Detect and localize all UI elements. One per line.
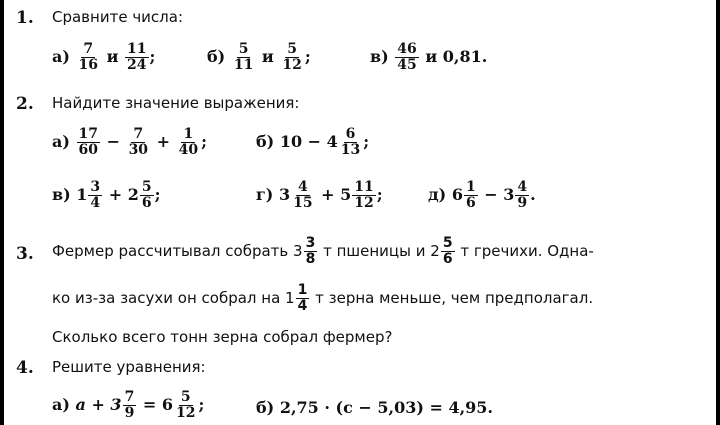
fraction: $\frac{17}{60}$ bbox=[78, 126, 98, 158]
part-label: б) bbox=[256, 398, 275, 417]
part-label: д) bbox=[428, 185, 447, 204]
task-4-number: 4. bbox=[16, 358, 34, 378]
part-label: а) bbox=[52, 395, 70, 414]
task-3-line-3: Сколько всего тонн зерна собрал фермер? bbox=[52, 328, 393, 346]
task-1b: б) $\frac{5}{11}$ и $\frac{5}{12}$ ; bbox=[207, 41, 311, 73]
fraction: $\frac{6}{13}$ bbox=[340, 126, 361, 158]
part-label: в) bbox=[370, 47, 389, 66]
fraction: $\frac{1}{6}$ bbox=[465, 179, 476, 211]
fraction: $\frac{4}{9}$ bbox=[517, 179, 528, 211]
fraction: $\frac{4}{15}$ bbox=[293, 179, 313, 211]
fraction: $\frac{5}{6}$ bbox=[442, 235, 453, 267]
task-2a: а) $\frac{17}{60}$ − $\frac{7}{30}$ + $\frac{1}{40}$ ; bbox=[52, 126, 207, 158]
fraction: $\frac{7}{30}$ bbox=[128, 126, 149, 158]
task-2d: г) 3 $\frac{4}{15}$ + 5 $\frac{11}{12}$ ; bbox=[256, 179, 383, 211]
task-1-number: 1. bbox=[16, 8, 34, 28]
task-2e: д) 6 $\frac{1}{6}$ − 3 $\frac{4}{9}$ . bbox=[428, 179, 536, 211]
fraction: $\frac{3}{8}$ bbox=[305, 235, 316, 267]
part-label: б) bbox=[207, 47, 226, 66]
task-1a: а) $\frac{7}{16}$ и $\frac{11}{24}$ ; bbox=[52, 41, 156, 73]
part-label: а) bbox=[52, 47, 70, 66]
task-2b: б) 10 − 4 $\frac{6}{13}$ ; bbox=[256, 126, 370, 158]
fraction: $\frac{3}{4}$ bbox=[90, 179, 101, 211]
task-4b: б) 2,75 · (c − 5,03) = 4,95. bbox=[256, 398, 493, 417]
worksheet-page bbox=[4, 0, 716, 425]
fraction: $\frac{5}{6}$ bbox=[141, 179, 152, 211]
task-2-title: Найдите значение выражения: bbox=[52, 94, 300, 112]
task-2-number: 2. bbox=[16, 94, 34, 114]
task-3-number: 3. bbox=[16, 244, 34, 264]
task-1-title: Сравните числа: bbox=[52, 8, 184, 26]
fraction: $\frac{46}{45}$ bbox=[397, 41, 417, 73]
fraction: $\frac{7}{16}$ bbox=[78, 41, 98, 73]
fraction: $\frac{5}{12}$ bbox=[176, 389, 196, 421]
fraction: $\frac{5}{12}$ bbox=[282, 41, 302, 73]
task-3-line-1: Фермер рассчитывал собрать 3 $\frac{3}{8}$ т пшеницы и 2 $\frac{5}{6}$ т гречихи. Одна- bbox=[52, 235, 594, 267]
fraction: $\frac{11}{12}$ bbox=[354, 179, 374, 211]
task-1c: в) $\frac{46}{45}$ и 0,81. bbox=[370, 41, 488, 73]
part-label: г) bbox=[256, 185, 274, 204]
fraction: $\frac{1}{40}$ bbox=[178, 126, 199, 158]
part-label: б) bbox=[256, 132, 275, 151]
part-label: в) bbox=[52, 185, 71, 204]
task-4-title: Решите уравнения: bbox=[52, 358, 206, 376]
task-4a: а) a + 3 $\frac{7}{9}$ = 6 $\frac{5}{12}$ ; bbox=[52, 389, 205, 421]
task-3-line-2: ко из-за засухи он собрал на 1 $\frac{1}{4}$ т зерна меньше, чем предполагал. bbox=[52, 282, 594, 314]
fraction: $\frac{11}{24}$ bbox=[127, 41, 147, 73]
fraction: $\frac{7}{9}$ bbox=[124, 389, 135, 421]
task-2c: в) 1 $\frac{3}{4}$ + 2 $\frac{5}{6}$ ; bbox=[52, 179, 161, 211]
fraction: $\frac{1}{4}$ bbox=[297, 282, 308, 314]
part-label: а) bbox=[52, 132, 70, 151]
fraction: $\frac{5}{11}$ bbox=[233, 41, 254, 73]
